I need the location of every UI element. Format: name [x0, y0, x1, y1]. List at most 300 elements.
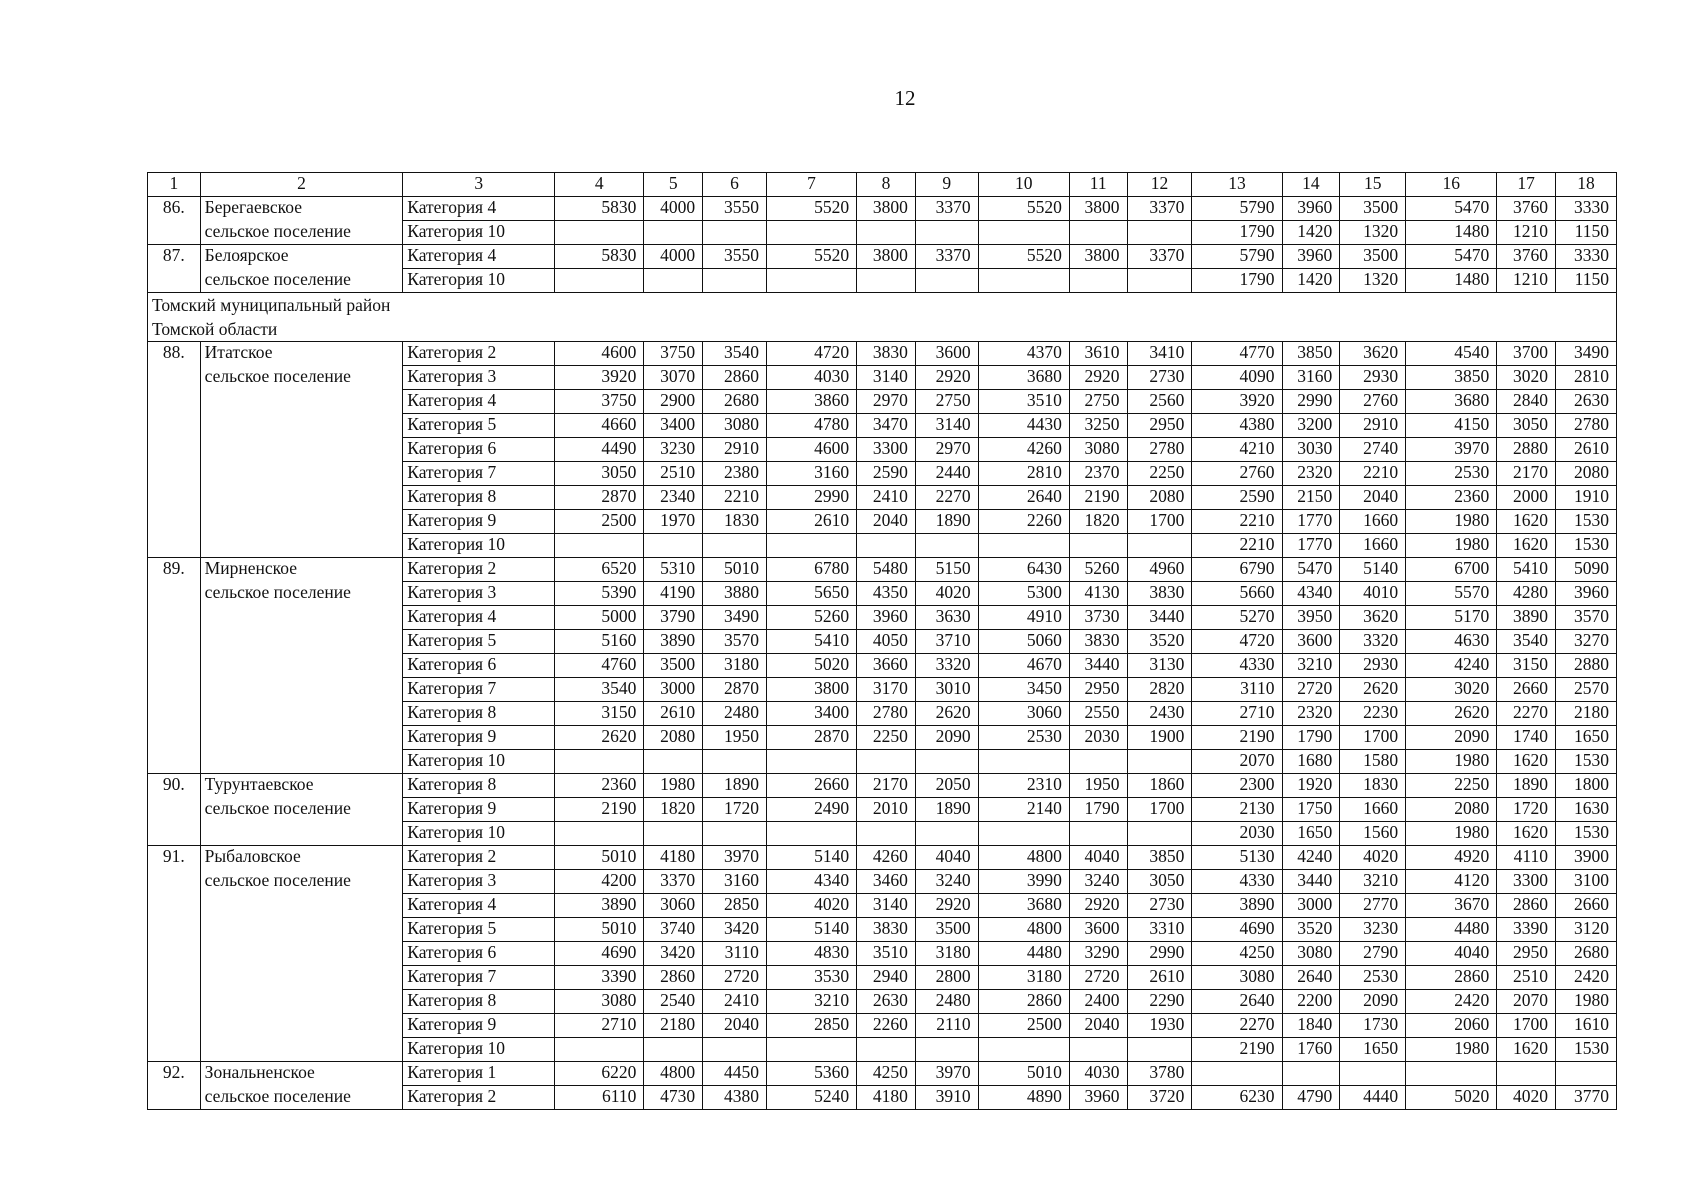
- table-row: [148, 269, 1617, 293]
- value-cell: 3230: [644, 438, 703, 462]
- value-cell: 5130: [1192, 846, 1282, 870]
- row-number: [148, 630, 201, 654]
- value-cell: 3850: [1127, 846, 1192, 870]
- value-cell: 1930: [1127, 1014, 1192, 1038]
- value-cell: [703, 221, 767, 245]
- value-cell: 1530: [1556, 1038, 1617, 1062]
- value-cell: 2860: [1406, 966, 1497, 990]
- value-cell: 2070: [1497, 990, 1556, 1014]
- value-cell: [644, 750, 703, 774]
- value-cell: [1069, 750, 1127, 774]
- value-cell: 3910: [915, 1086, 978, 1110]
- value-cell: 2610: [766, 510, 856, 534]
- value-cell: 5020: [766, 654, 856, 678]
- value-cell: 2270: [1497, 702, 1556, 726]
- value-cell: 4430: [978, 414, 1069, 438]
- category-label: Категория 6: [403, 942, 555, 966]
- table-row: [148, 798, 1617, 822]
- category-label: Категория 2: [403, 558, 555, 582]
- value-cell: 3080: [555, 990, 644, 1014]
- value-cell: 3390: [1497, 918, 1556, 942]
- value-cell: 4890: [978, 1086, 1069, 1110]
- value-cell: 5520: [766, 197, 856, 221]
- value-cell: 1840: [1282, 1014, 1340, 1038]
- value-cell: 2870: [555, 486, 644, 510]
- category-label: Категория 5: [403, 414, 555, 438]
- value-cell: 3680: [1406, 390, 1497, 414]
- value-cell: [978, 221, 1069, 245]
- value-cell: 1800: [1556, 774, 1617, 798]
- table-row: [148, 918, 1617, 942]
- value-cell: 5300: [978, 582, 1069, 606]
- value-cell: [644, 221, 703, 245]
- column-number-cell: 10: [978, 173, 1069, 197]
- value-cell: 2170: [857, 774, 916, 798]
- settlement-name: [200, 534, 403, 558]
- column-number-cell: 3: [403, 173, 555, 197]
- category-label: Категория 10: [403, 534, 555, 558]
- value-cell: 3440: [1127, 606, 1192, 630]
- value-cell: 2290: [1127, 990, 1192, 1014]
- value-cell: 2190: [1192, 726, 1282, 750]
- value-cell: 3800: [857, 245, 916, 269]
- value-cell: 2150: [1282, 486, 1340, 510]
- value-cell: 2230: [1340, 702, 1406, 726]
- value-cell: 4130: [1069, 582, 1127, 606]
- settlement-name: [200, 990, 403, 1014]
- value-cell: 1150: [1556, 221, 1617, 245]
- category-label: Категория 4: [403, 894, 555, 918]
- value-cell: 1530: [1556, 534, 1617, 558]
- value-cell: 1530: [1556, 822, 1617, 846]
- value-cell: 2850: [703, 894, 767, 918]
- value-cell: 3300: [857, 438, 916, 462]
- value-cell: 2420: [1556, 966, 1617, 990]
- value-cell: 2250: [1127, 462, 1192, 486]
- value-cell: 3240: [915, 870, 978, 894]
- value-cell: 2990: [1127, 942, 1192, 966]
- value-cell: 3850: [1406, 366, 1497, 390]
- value-cell: 2420: [1406, 990, 1497, 1014]
- value-cell: 3620: [1340, 606, 1406, 630]
- value-cell: 4000: [644, 197, 703, 221]
- column-number-cell: 17: [1497, 173, 1556, 197]
- value-cell: 1890: [915, 510, 978, 534]
- value-cell: 4020: [1497, 1086, 1556, 1110]
- value-cell: 2500: [978, 1014, 1069, 1038]
- value-cell: 2630: [857, 990, 916, 1014]
- value-cell: 1610: [1556, 1014, 1617, 1038]
- page-number: 12: [894, 86, 916, 110]
- value-cell: 5140: [1340, 558, 1406, 582]
- value-cell: 3370: [644, 870, 703, 894]
- value-cell: [555, 221, 644, 245]
- value-cell: 2490: [766, 798, 856, 822]
- row-number: [148, 366, 201, 390]
- value-cell: [766, 822, 856, 846]
- value-cell: [1127, 534, 1192, 558]
- value-cell: 4450: [703, 1062, 767, 1086]
- column-number-cell: 13: [1192, 173, 1282, 197]
- value-cell: 2720: [1282, 678, 1340, 702]
- row-number: 91.: [148, 846, 201, 870]
- value-cell: 3800: [1069, 245, 1127, 269]
- value-cell: 2910: [1340, 414, 1406, 438]
- value-cell: 4180: [644, 846, 703, 870]
- value-cell: 2620: [1340, 678, 1406, 702]
- row-number: [148, 750, 201, 774]
- value-cell: 3150: [1497, 654, 1556, 678]
- category-label: Категория 2: [403, 342, 555, 366]
- value-cell: 4040: [915, 846, 978, 870]
- value-cell: 4210: [1192, 438, 1282, 462]
- value-cell: 5790: [1192, 245, 1282, 269]
- value-cell: 2660: [1556, 894, 1617, 918]
- value-cell: 2500: [555, 510, 644, 534]
- value-cell: 4380: [703, 1086, 767, 1110]
- value-cell: 2540: [644, 990, 703, 1014]
- value-cell: 1980: [1556, 990, 1617, 1014]
- table-row: [148, 197, 1617, 221]
- table-row: [148, 990, 1617, 1014]
- value-cell: 3160: [766, 462, 856, 486]
- value-cell: 4480: [978, 942, 1069, 966]
- value-cell: 3830: [1069, 630, 1127, 654]
- value-cell: [1069, 822, 1127, 846]
- settlement-name: [200, 462, 403, 486]
- table-row: [148, 558, 1617, 582]
- value-cell: 5660: [1192, 582, 1282, 606]
- value-cell: 2300: [1192, 774, 1282, 798]
- value-cell: 3210: [1340, 870, 1406, 894]
- value-cell: 4960: [1127, 558, 1192, 582]
- value-cell: 4040: [1069, 846, 1127, 870]
- settlement-name: [200, 822, 403, 846]
- value-cell: 2900: [644, 390, 703, 414]
- settlement-name: [200, 678, 403, 702]
- value-cell: 2920: [915, 366, 978, 390]
- value-cell: 2090: [1340, 990, 1406, 1014]
- value-cell: 2360: [1406, 486, 1497, 510]
- settlement-name: [200, 966, 403, 990]
- value-cell: 2040: [1069, 1014, 1127, 1038]
- value-cell: 6780: [766, 558, 856, 582]
- value-cell: 2310: [978, 774, 1069, 798]
- row-number: [148, 390, 201, 414]
- value-cell: 2920: [915, 894, 978, 918]
- value-cell: 3150: [555, 702, 644, 726]
- value-cell: 3080: [1069, 438, 1127, 462]
- value-cell: 1730: [1340, 1014, 1406, 1038]
- value-cell: 5160: [555, 630, 644, 654]
- value-cell: 2570: [1556, 678, 1617, 702]
- value-cell: 3500: [1340, 197, 1406, 221]
- value-cell: [915, 221, 978, 245]
- value-cell: 4250: [857, 1062, 916, 1086]
- value-cell: [644, 534, 703, 558]
- settlement-name: сельское поселение: [200, 870, 403, 894]
- value-cell: 3230: [1340, 918, 1406, 942]
- value-cell: 3170: [857, 678, 916, 702]
- value-cell: 4440: [1340, 1086, 1406, 1110]
- value-cell: 3060: [644, 894, 703, 918]
- value-cell: 6790: [1192, 558, 1282, 582]
- value-cell: 2190: [555, 798, 644, 822]
- category-label: Категория 7: [403, 678, 555, 702]
- value-cell: 3410: [1127, 342, 1192, 366]
- value-cell: 1650: [1340, 1038, 1406, 1062]
- value-cell: 1910: [1556, 486, 1617, 510]
- value-cell: 3300: [1497, 870, 1556, 894]
- value-cell: [1192, 1062, 1282, 1086]
- value-cell: 2250: [857, 726, 916, 750]
- value-cell: 3270: [1556, 630, 1617, 654]
- value-cell: 2820: [1127, 678, 1192, 702]
- value-cell: 2770: [1340, 894, 1406, 918]
- value-cell: 3080: [1282, 942, 1340, 966]
- row-number: [148, 582, 201, 606]
- value-cell: 1980: [1406, 822, 1497, 846]
- value-cell: [857, 750, 916, 774]
- column-number-cell: 11: [1069, 173, 1127, 197]
- value-cell: 2080: [1556, 462, 1617, 486]
- value-cell: 3370: [915, 197, 978, 221]
- value-cell: 1720: [1497, 798, 1556, 822]
- value-cell: 5830: [555, 197, 644, 221]
- value-cell: 4790: [1282, 1086, 1340, 1110]
- value-cell: 3210: [1282, 654, 1340, 678]
- value-cell: [857, 822, 916, 846]
- value-cell: 2840: [1497, 390, 1556, 414]
- value-cell: 1660: [1340, 510, 1406, 534]
- value-cell: 5010: [555, 918, 644, 942]
- row-number: [148, 534, 201, 558]
- value-cell: 3400: [644, 414, 703, 438]
- settlement-name: [200, 1014, 403, 1038]
- value-cell: 3800: [857, 197, 916, 221]
- value-cell: [915, 1038, 978, 1062]
- category-label: Категория 5: [403, 918, 555, 942]
- settlement-name: [200, 510, 403, 534]
- value-cell: 2660: [766, 774, 856, 798]
- value-cell: 5090: [1556, 558, 1617, 582]
- value-cell: [915, 750, 978, 774]
- row-number: [148, 462, 201, 486]
- value-cell: 1980: [1406, 510, 1497, 534]
- value-cell: 2630: [1556, 390, 1617, 414]
- value-cell: 2510: [644, 462, 703, 486]
- value-cell: 3100: [1556, 870, 1617, 894]
- category-label: Категория 6: [403, 654, 555, 678]
- value-cell: [978, 750, 1069, 774]
- value-cell: 5000: [555, 606, 644, 630]
- value-cell: 4330: [1192, 654, 1282, 678]
- value-cell: 5410: [766, 630, 856, 654]
- value-cell: 2720: [703, 966, 767, 990]
- value-cell: [766, 534, 856, 558]
- table-row: [148, 630, 1617, 654]
- category-label: Категория 3: [403, 366, 555, 390]
- value-cell: 6430: [978, 558, 1069, 582]
- row-number: [148, 1086, 201, 1110]
- value-cell: 1770: [1282, 510, 1340, 534]
- value-cell: 3600: [1069, 918, 1127, 942]
- value-cell: 2950: [1497, 942, 1556, 966]
- value-cell: 2910: [703, 438, 767, 462]
- value-cell: 2780: [1127, 438, 1192, 462]
- value-cell: 1680: [1282, 750, 1340, 774]
- value-cell: 1620: [1497, 822, 1556, 846]
- value-cell: 3540: [703, 342, 767, 366]
- value-cell: 4920: [1406, 846, 1497, 870]
- value-cell: 2970: [915, 438, 978, 462]
- value-cell: 4020: [915, 582, 978, 606]
- value-cell: [1497, 1062, 1556, 1086]
- value-cell: 1480: [1406, 269, 1497, 293]
- value-cell: 4600: [555, 342, 644, 366]
- value-cell: 2850: [766, 1014, 856, 1038]
- value-cell: 3970: [1406, 438, 1497, 462]
- value-cell: 2990: [766, 486, 856, 510]
- value-cell: 3800: [1069, 197, 1127, 221]
- value-cell: [915, 534, 978, 558]
- value-cell: 2860: [978, 990, 1069, 1014]
- value-cell: 1530: [1556, 510, 1617, 534]
- settlement-name: [200, 918, 403, 942]
- value-cell: 2860: [1497, 894, 1556, 918]
- value-cell: [978, 822, 1069, 846]
- value-cell: 5520: [766, 245, 856, 269]
- value-cell: 3510: [857, 942, 916, 966]
- value-cell: 1790: [1192, 269, 1282, 293]
- value-cell: 3020: [1406, 678, 1497, 702]
- value-cell: [555, 1038, 644, 1062]
- value-cell: 2030: [1192, 822, 1282, 846]
- category-label: Категория 4: [403, 606, 555, 630]
- category-label: Категория 10: [403, 750, 555, 774]
- category-label: Категория 4: [403, 245, 555, 269]
- value-cell: [1127, 750, 1192, 774]
- table-row: [148, 510, 1617, 534]
- value-cell: 2080: [644, 726, 703, 750]
- value-cell: 3970: [703, 846, 767, 870]
- value-cell: 2380: [703, 462, 767, 486]
- value-cell: 2210: [1192, 510, 1282, 534]
- value-cell: 2800: [915, 966, 978, 990]
- value-cell: 4280: [1497, 582, 1556, 606]
- value-cell: 2620: [915, 702, 978, 726]
- value-cell: [766, 269, 856, 293]
- value-cell: 2640: [978, 486, 1069, 510]
- table-row: [148, 870, 1617, 894]
- value-cell: 1770: [1282, 534, 1340, 558]
- value-cell: 3500: [1340, 245, 1406, 269]
- value-cell: 3730: [1069, 606, 1127, 630]
- value-cell: 3110: [703, 942, 767, 966]
- value-cell: 2180: [644, 1014, 703, 1038]
- settlement-name: [200, 1038, 403, 1062]
- value-cell: 2760: [1340, 390, 1406, 414]
- value-cell: 3750: [644, 342, 703, 366]
- value-cell: 2070: [1192, 750, 1282, 774]
- value-cell: 4670: [978, 654, 1069, 678]
- value-cell: 4250: [1192, 942, 1282, 966]
- value-cell: 4240: [1282, 846, 1340, 870]
- value-cell: [1127, 221, 1192, 245]
- value-cell: 2860: [644, 966, 703, 990]
- value-cell: 2180: [1556, 702, 1617, 726]
- table-row: [148, 606, 1617, 630]
- value-cell: 3760: [1497, 245, 1556, 269]
- value-cell: 3570: [703, 630, 767, 654]
- category-label: Категория 8: [403, 990, 555, 1014]
- value-cell: 1820: [644, 798, 703, 822]
- settlement-name: сельское поселение: [200, 582, 403, 606]
- value-cell: [1127, 822, 1192, 846]
- value-cell: 4120: [1406, 870, 1497, 894]
- value-cell: 3050: [555, 462, 644, 486]
- row-number: [148, 606, 201, 630]
- settlement-name: [200, 486, 403, 510]
- value-cell: 4780: [766, 414, 856, 438]
- value-cell: 4040: [1406, 942, 1497, 966]
- value-cell: 3760: [1497, 197, 1556, 221]
- value-cell: 1970: [644, 510, 703, 534]
- value-cell: [766, 221, 856, 245]
- value-cell: 3950: [1282, 606, 1340, 630]
- value-cell: 3570: [1556, 606, 1617, 630]
- value-cell: 2110: [915, 1014, 978, 1038]
- value-cell: 2080: [1406, 798, 1497, 822]
- row-number: [148, 654, 201, 678]
- value-cell: 4660: [555, 414, 644, 438]
- value-cell: 3890: [644, 630, 703, 654]
- value-cell: 3620: [1340, 342, 1406, 366]
- value-cell: 1790: [1069, 798, 1127, 822]
- value-cell: [1406, 1062, 1497, 1086]
- value-cell: 2990: [1282, 390, 1340, 414]
- category-label: Категория 3: [403, 582, 555, 606]
- category-label: Категория 2: [403, 1086, 555, 1110]
- category-label: Категория 2: [403, 846, 555, 870]
- value-cell: 1750: [1282, 798, 1340, 822]
- row-number: 88.: [148, 342, 201, 366]
- value-cell: 2140: [978, 798, 1069, 822]
- value-cell: 4030: [766, 366, 856, 390]
- value-cell: 1620: [1497, 750, 1556, 774]
- value-cell: 3420: [644, 942, 703, 966]
- value-cell: 1650: [1556, 726, 1617, 750]
- table-row: [148, 582, 1617, 606]
- value-cell: 1700: [1340, 726, 1406, 750]
- value-cell: 3860: [766, 390, 856, 414]
- value-cell: 2810: [1556, 366, 1617, 390]
- value-cell: [555, 269, 644, 293]
- value-cell: 5470: [1282, 558, 1340, 582]
- value-cell: 5570: [1406, 582, 1497, 606]
- column-number-cell: 9: [915, 173, 978, 197]
- value-cell: 2080: [1127, 486, 1192, 510]
- value-cell: 3960: [1069, 1086, 1127, 1110]
- category-label: Категория 7: [403, 966, 555, 990]
- value-cell: 3120: [1556, 918, 1617, 942]
- value-cell: 2530: [978, 726, 1069, 750]
- category-label: Категория 8: [403, 702, 555, 726]
- value-cell: 3780: [1127, 1062, 1192, 1086]
- value-cell: 2880: [1497, 438, 1556, 462]
- value-cell: 4260: [978, 438, 1069, 462]
- value-cell: 1660: [1340, 798, 1406, 822]
